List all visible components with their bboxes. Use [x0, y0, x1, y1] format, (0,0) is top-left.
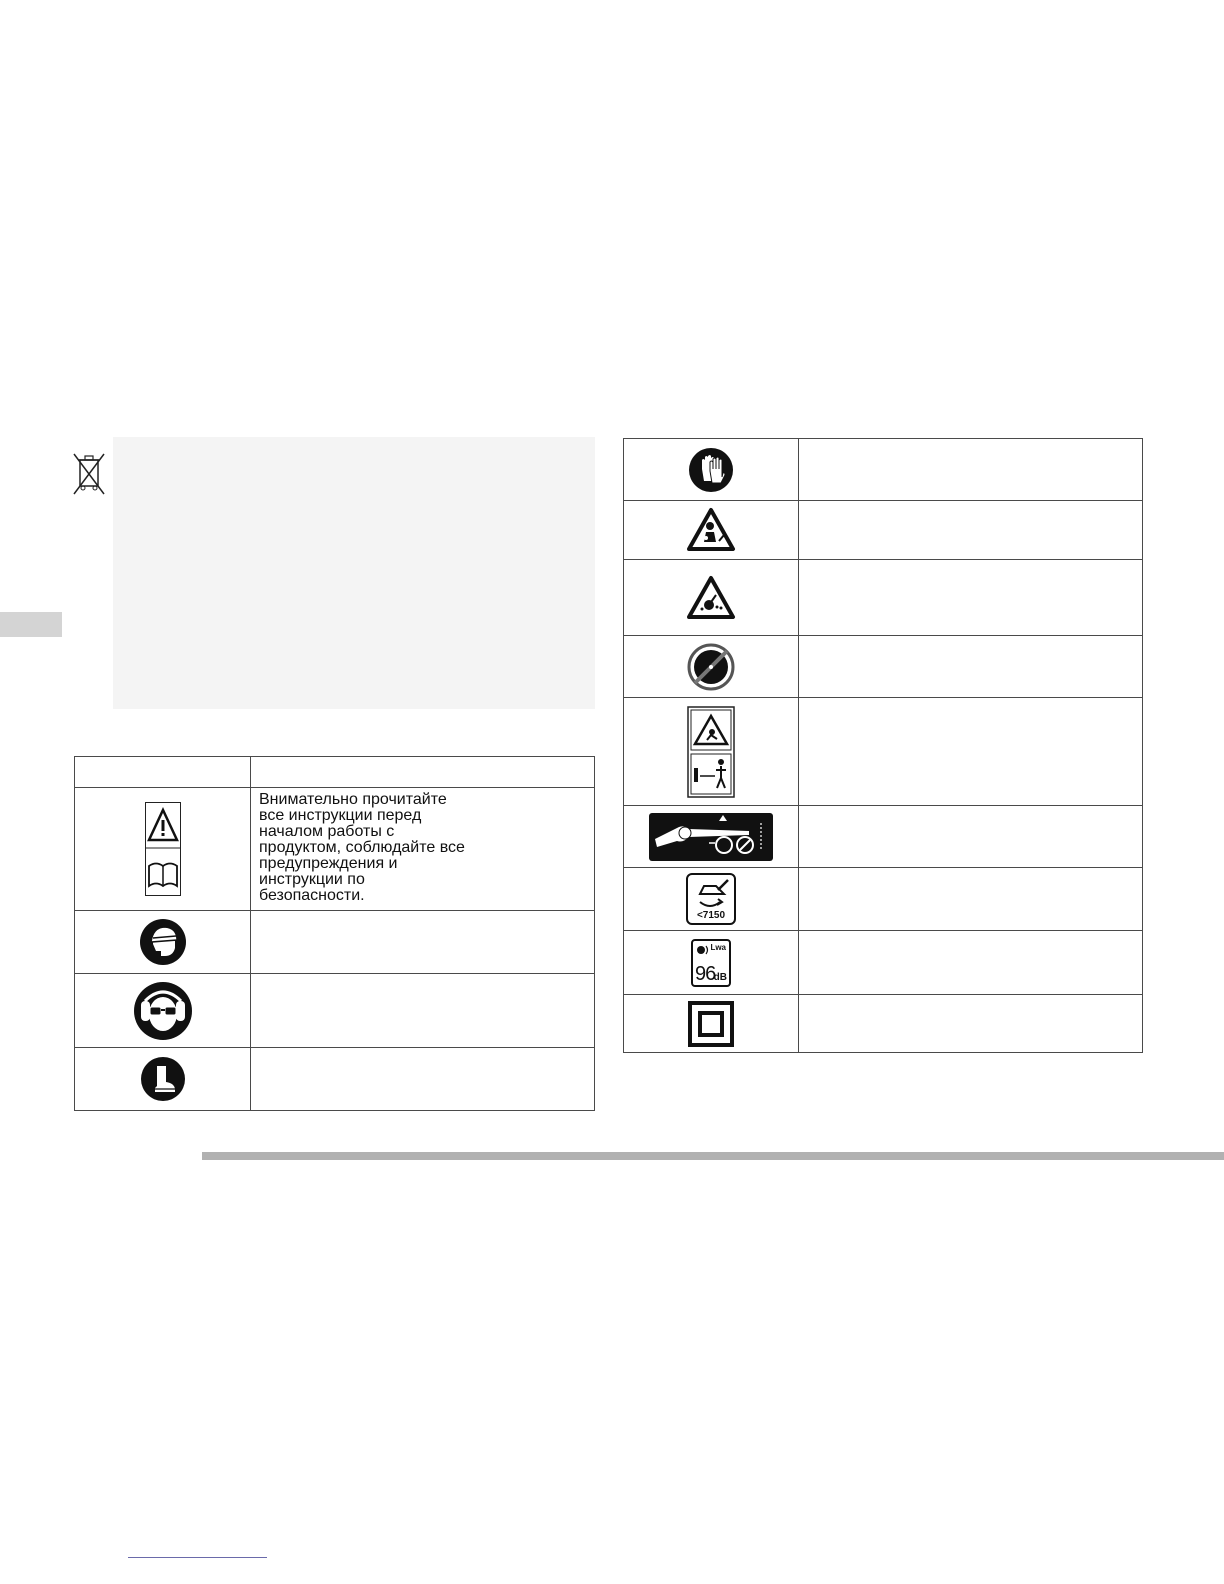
- safety-symbols-table-right: [623, 438, 1143, 1053]
- crossed-out-bin-icon: [72, 452, 106, 496]
- no-blade-icon: [687, 643, 735, 691]
- row-description: [807, 528, 1142, 532]
- section-tab: [0, 612, 62, 637]
- table-row: [624, 931, 1143, 995]
- table-row: [75, 1048, 595, 1111]
- sound-power-unit: dB: [713, 971, 727, 983]
- children-warning-icon: [686, 507, 736, 553]
- table-row: [624, 698, 1143, 806]
- row-description: [807, 961, 1142, 965]
- table-row: [624, 560, 1143, 636]
- table-row: [75, 788, 595, 911]
- row-description: [807, 468, 1142, 472]
- bystander-distance-icon: [687, 706, 735, 798]
- weee-info-box: [113, 437, 595, 709]
- max-speed-icon: [686, 873, 736, 925]
- footer-bar: [202, 1152, 1224, 1160]
- table-row: [624, 636, 1143, 698]
- read-manual-warning-icon: [145, 802, 181, 896]
- row-description: [259, 1009, 594, 1013]
- row-description: [807, 750, 1142, 754]
- thrown-objects-warning-icon: [686, 575, 736, 621]
- row-description: [807, 596, 1142, 600]
- safety-symbols-table-left: [74, 756, 595, 1111]
- header-meaning: [251, 757, 595, 788]
- table-row: [75, 911, 595, 974]
- max-speed-label: <7150: [696, 910, 726, 921]
- header-symbol: [75, 757, 251, 788]
- head-protection-icon: [139, 918, 187, 966]
- footnote-divider: [128, 1557, 267, 1558]
- double-insulation-icon: [688, 1001, 734, 1047]
- table-row: [75, 974, 595, 1048]
- gloves-icon: [688, 447, 734, 493]
- table-header-row: [75, 757, 595, 788]
- safety-boots-icon: [140, 1056, 186, 1102]
- row-description: [807, 665, 1142, 669]
- row-description: [807, 1022, 1142, 1026]
- table-row: [624, 439, 1143, 501]
- row-description: [807, 897, 1142, 901]
- table-row: [624, 995, 1143, 1053]
- eye-ear-protection-icon: [133, 981, 193, 1041]
- sound-power-subscript: Lwa: [710, 942, 726, 952]
- table-row: [624, 501, 1143, 560]
- sound-power-icon: [691, 939, 731, 987]
- sound-power-value: 96: [695, 962, 716, 985]
- row-description: [807, 835, 1142, 839]
- row-description: [259, 1077, 594, 1081]
- rotation-direction-icon: [649, 813, 773, 861]
- table-row: [624, 868, 1143, 931]
- table-row: [624, 806, 1143, 868]
- row-description: [259, 940, 594, 944]
- row-description: Внимательно прочитайте все инструкции перед началом работы с продуктом, соблюдайте все предупреждения и инструкции по безопасности.: [259, 791, 465, 904]
